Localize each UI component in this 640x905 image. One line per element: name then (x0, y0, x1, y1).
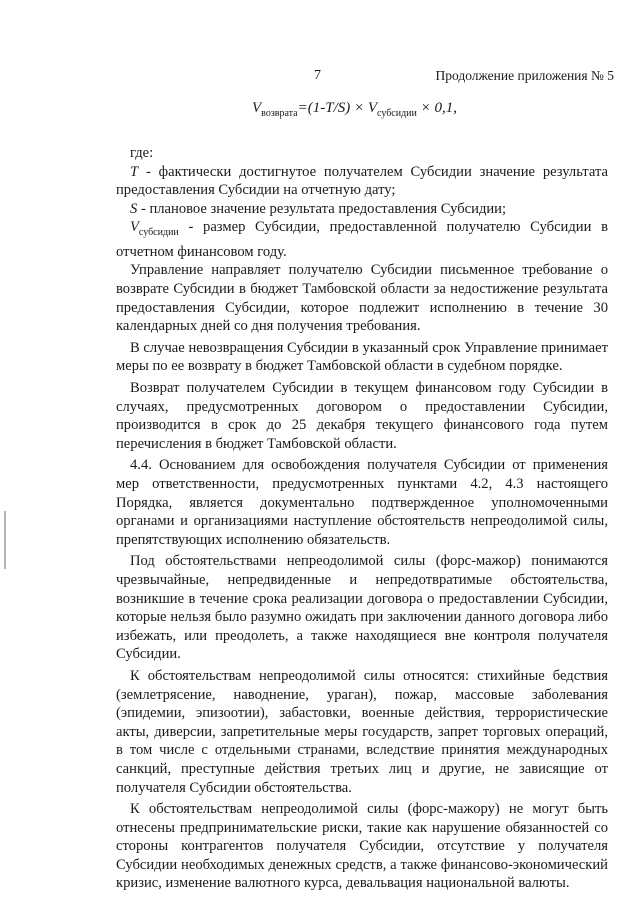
symbol-v (130, 219, 179, 239)
page-number: 7 (314, 68, 321, 83)
definition-s (116, 200, 608, 219)
symbol-v-subscript: субсидии (138, 227, 179, 239)
paragraph-clause-4-4: 4.4. Основанием для освобождения получателя Субсидии от применения мер ответственности, предусмотренных пунктами 4.2, 4.3 настоящего Порядка, является документально подтвержденное уполномоченными органами и организациями наступление обстоятельств непреодолимой силы, препятствующих исполнению обязательств. (116, 457, 608, 548)
symbol-s: S (130, 200, 138, 217)
formula-lhs-symbol: V (252, 100, 262, 116)
definition-t-text: - фактически достигнутое получателем Субсидии значение результата предоставления Субсидии на отчетную дату; (116, 163, 608, 199)
paragraph-current-year-return: Возврат получателем Субсидии в текущем финансовом году Субсидии в случаях, предусмотренных договором о предоставлении Субсидии, производится в срок до 25 декабря текущего финансового года путем перечисления в бюджет Тамбовской области. (116, 380, 608, 452)
paragraph-non-return: В случае невозвращения Субсидии в указанный срок Управление принимает меры по ее возврату в бюджет Тамбовской области в судебном порядке. (116, 339, 608, 375)
formula-rhs-suffix: × 0,1, (416, 100, 457, 116)
where-label: где: (130, 145, 154, 161)
paragraph-force-majeure-definition: Под обстоятельствами непреодолимой силы (форс-мажор) понимаются чрезвычайные, непредвиденные и непредотвратимые обстоятельства, возникшие в течение срока реализации договора о предоставлении Субсидии, которые нельзя было разумно ожидать при заключении данного договора либо избежать, или преодолеть, а также находящиеся вне контроля получателя Субсидии. (116, 553, 608, 663)
symbol-v-letter: V (130, 219, 139, 236)
paragraph-force-majeure-exclusions: К обстоятельствам непреодолимой силы (форс-мажору) не могут быть отнесены предпринимательские риски, такие как нарушение обязанностей со стороны контрагентов получателя Субсидии, отсутствие у получателя Субсидии необходимых денежных средств, а также финансово-экономический кризис, изменение валютного курса, девальвация национальной валюты. (116, 801, 608, 892)
appendix-note: Продолжение приложения № 5 (435, 68, 614, 83)
formula-lhs-subscript: возврата (261, 108, 298, 119)
paragraph-demand: Управление направляет получателю Субсидии письменное требование о возврате Субсидии в бюджет Тамбовской области за недостижение результата предоставления Субсидии, которое подлежит исполнению в течение 30 календарных дней со дня получения требования. (116, 262, 608, 335)
definition-t (116, 163, 608, 200)
formula (252, 100, 457, 119)
scan-margin-mark (4, 511, 6, 569)
paragraph-force-majeure-list: К обстоятельствам непреодолимой силы относятся: стихийные бедствия (землетрясение, наводнение, ураган), пожар, массовые заболевания (эпидемии, эпизоотии), забастовки, военные действия, террористические акты, диверсии, запретительные меры государств, запрет торговых операций, в том числе с отдельными странами, вследствие принятия международных санкций, преступные действия третьих лиц и другие, не зависящие от получателя Субсидии обстоятельства. (116, 667, 608, 796)
symbol-t: T (130, 163, 139, 180)
document-body (116, 144, 608, 893)
formula-rhs-prefix: =(1-T/S) × (297, 100, 368, 116)
formula-rhs-subscript: субсидии (377, 108, 417, 119)
definition-v (116, 218, 608, 261)
formula-rhs-symbol: V (367, 100, 378, 116)
definition-v-text: - размер Субсидии, предоставленной получателю Субсидии в отчетном финансовом году. (116, 219, 608, 260)
definition-s-text: - плановое значение результата предоставления Субсидии; (137, 200, 507, 217)
